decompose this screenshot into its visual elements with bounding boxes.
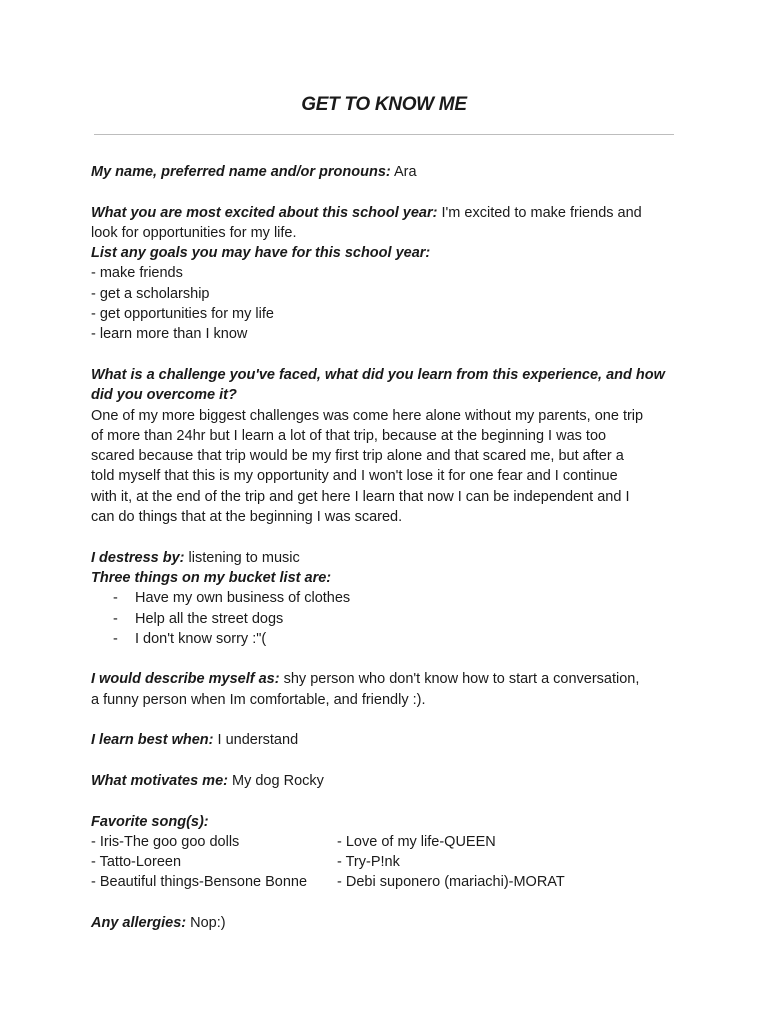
songs-list	[91, 832, 686, 893]
challenge-answer-line: One of my more biggest challenges was come here alone without my parents, one trip	[91, 407, 644, 424]
destress-answer: listening to music	[188, 549, 300, 566]
challenge-answer-line: can do things that at the beginning I was scared.	[91, 509, 403, 526]
title-divider	[94, 134, 674, 135]
allergies-answer: Nop:)	[190, 914, 226, 931]
bucket-list-dash: -	[113, 590, 118, 607]
describe-question: I would describe myself as:	[91, 671, 280, 688]
bucket-list-item-text: Help all the street dogs	[135, 610, 284, 627]
songs-left-column	[91, 832, 337, 893]
allergies-question: Any allergies:	[91, 914, 187, 931]
goals-question: List any goals you may have for this school year:	[91, 245, 431, 262]
goal-item: - make friends	[91, 265, 183, 282]
song-item: - Love of my life-QUEEN	[337, 833, 496, 850]
learn-answer: I understand	[217, 732, 299, 749]
bucket-list-question: Three things on my bucket list are:	[91, 569, 332, 586]
motivates-answer: My dog Rocky	[232, 772, 324, 789]
spacer	[91, 791, 686, 811]
challenge-answer-line: scared because that trip would be my first trip alone and that scared me, but after a	[91, 448, 624, 465]
allergies-line	[91, 913, 686, 933]
bucket-list-item-text: I don't know sorry :"(	[135, 630, 267, 647]
challenge-answer-line: of more than 24hr but I learn a lot of that trip, because at the beginning I was too	[91, 427, 607, 444]
learn-line	[91, 730, 686, 750]
spacer	[91, 751, 686, 771]
spacer	[91, 527, 686, 547]
bucket-list-item	[91, 588, 686, 608]
challenge-answer-line: with it, at the end of the trip and get here I learn that now I can be independent and I	[91, 488, 630, 505]
challenge-answer	[91, 406, 686, 528]
destress-question: I destress by:	[91, 549, 185, 566]
challenge-answer-line: told myself that this is my opportunity and I won't lose it for one fear and I continue	[91, 468, 618, 485]
song-item: - Debi suponero (mariachi)-MORAT	[337, 874, 565, 891]
spacer	[91, 893, 686, 913]
bucket-list-dash: -	[113, 630, 118, 647]
learn-question: I learn best when:	[91, 732, 214, 749]
destress-line	[91, 548, 686, 568]
name-question: My name, preferred name and/or pronouns	[91, 164, 386, 180]
song-item: - Beautiful things-Bensone Bonne	[91, 874, 308, 891]
name-answer: Ara	[393, 164, 417, 180]
document-body	[91, 162, 686, 933]
bucket-list-item	[91, 629, 686, 649]
spacer	[91, 182, 686, 202]
name-line	[91, 162, 686, 182]
goal-item: - get a scholarship	[91, 285, 210, 302]
excited-question: What you are most excited about this school year:	[91, 204, 438, 221]
goal-item: - learn more than I know	[91, 326, 248, 343]
song-item: - Try-P!nk	[337, 854, 400, 871]
describe-line	[91, 669, 686, 689]
bucket-list-item-text: Have my own business of clothes	[135, 590, 351, 607]
describe-answer-part1: shy person who don't know how to start a conversation,	[283, 671, 640, 688]
songs-right-column	[337, 832, 565, 893]
motivates-question: What motivates me:	[91, 772, 228, 789]
page-title: GET TO KNOW ME	[301, 94, 467, 115]
spacer	[91, 345, 686, 365]
song-item: - Iris-The goo goo dolls	[91, 833, 240, 850]
spacer	[91, 710, 686, 730]
motivates-line	[91, 771, 686, 791]
bucket-list-item	[91, 609, 686, 629]
challenge-question-line1: What is a challenge you've faced, what did you learn from this experience, and how	[91, 366, 665, 383]
songs-question: Favorite song(s):	[91, 813, 209, 830]
song-item: - Tatto-Loreen	[91, 854, 182, 871]
excited-answer-part2: look for opportunities for my life.	[91, 224, 297, 241]
bucket-list-dash: -	[113, 610, 118, 627]
spacer	[91, 649, 686, 669]
excited-answer-part1: I'm excited to make friends and	[441, 204, 642, 221]
name-colon: :	[385, 164, 391, 180]
excited-line	[91, 203, 686, 223]
goal-item: - get opportunities for my life	[91, 306, 274, 323]
challenge-question-line2: did you overcome it?	[91, 387, 237, 404]
describe-answer-part2: a funny person when Im comfortable, and friendly :).	[91, 691, 426, 708]
